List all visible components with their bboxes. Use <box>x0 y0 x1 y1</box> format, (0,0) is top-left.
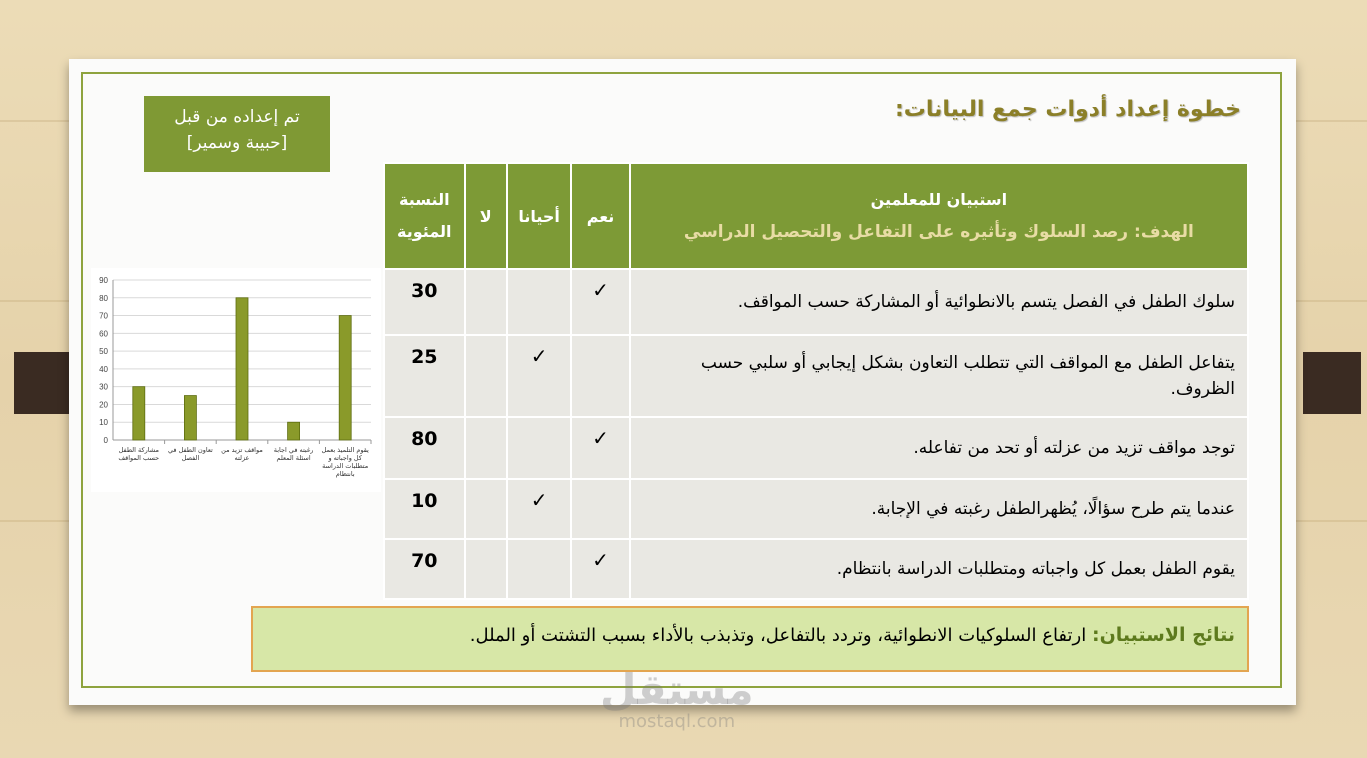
chart-y-tick-label: 30 <box>99 382 108 392</box>
row-percent: 25 <box>384 335 465 417</box>
row-yes-cell <box>571 479 629 539</box>
survey-table <box>383 162 1249 600</box>
author-badge-line2: [حبيبة وسمير] <box>186 133 288 153</box>
results-label: نتائج الاستبيان: <box>1091 624 1235 646</box>
mostaql-watermark <box>600 665 754 732</box>
chart-x-tick-label: بانتظام <box>335 470 355 478</box>
chart-bar <box>133 387 145 440</box>
chart-x-tick-label: مشاركة الطفل <box>118 446 159 454</box>
row-no-cell <box>465 539 507 599</box>
header-sometimes: أحيانا <box>507 163 571 269</box>
check-mark-icon: ✓ <box>592 426 609 450</box>
row-question: عندما يتم طرح سؤالًا، يُظهرالطفل رغبته في الإجابة. <box>630 479 1248 539</box>
left-strap <box>14 352 72 414</box>
table-row <box>384 269 1248 335</box>
chart-y-tick-label: 70 <box>99 311 108 321</box>
chart-bar <box>236 298 248 440</box>
row-question: يقوم الطفل بعمل كل واجباته ومتطلبات الدراسة بانتظام. <box>630 539 1248 599</box>
row-percent: 30 <box>384 269 465 335</box>
chart-y-tick-label: 80 <box>99 293 108 303</box>
row-percent: 80 <box>384 417 465 479</box>
row-no-cell <box>465 335 507 417</box>
chart-x-tick-label: كل واجباته و <box>328 454 362 462</box>
table-row <box>384 539 1248 599</box>
chart-x-tick-label: حسب المواقف <box>118 454 160 462</box>
right-strap <box>1303 352 1361 414</box>
row-percent: 10 <box>384 479 465 539</box>
header-yes: نعم <box>571 163 629 269</box>
chart-x-tick-label: مواقف تزيد من <box>221 446 263 454</box>
row-sometimes-cell <box>507 269 571 335</box>
slide-title: خطوة إعداد أدوات جمع البيانات: <box>894 97 1241 122</box>
author-badge-line1: تم إعداده من قبل <box>174 107 300 127</box>
table-row <box>384 417 1248 479</box>
row-sometimes-cell <box>507 417 571 479</box>
table-row <box>384 335 1248 417</box>
chart-bar <box>288 422 300 440</box>
survey-results <box>251 606 1249 672</box>
row-sometimes-cell <box>507 539 571 599</box>
chart-y-tick-label: 20 <box>99 400 108 410</box>
results-chart <box>91 268 381 492</box>
header-percent <box>384 163 465 269</box>
survey-goal-label: الهدف: <box>1134 222 1194 242</box>
chart-x-tick-label: يقوم التلميذ بعمل <box>321 446 369 454</box>
row-no-cell <box>465 417 507 479</box>
check-mark-icon: ✓ <box>592 278 609 302</box>
row-question: توجد مواقف تزيد من عزلته أو تحد من تفاعله. <box>630 417 1248 479</box>
row-question: سلوك الطفل في الفصل يتسم بالانطوائية أو المشاركة حسب المواقف. <box>630 269 1248 335</box>
chart-x-tick-label: عزلته <box>234 454 250 462</box>
row-no-cell <box>465 479 507 539</box>
chart-bar <box>184 396 196 440</box>
chart-y-tick-label: 90 <box>99 276 108 285</box>
survey-header-row <box>384 163 1248 269</box>
row-sometimes-cell <box>507 479 571 539</box>
row-yes-cell <box>571 269 629 335</box>
chart-y-tick-label: 0 <box>103 436 108 445</box>
row-yes-cell <box>571 335 629 417</box>
row-percent: 70 <box>384 539 465 599</box>
row-yes-cell <box>571 539 629 599</box>
chart-x-tick-label: تعاون الطفل في <box>167 446 213 454</box>
survey-goal-text: رصد السلوك وتأثيره على التفاعل والتحصيل الدراسي <box>683 222 1135 242</box>
row-no-cell <box>465 269 507 335</box>
row-yes-cell <box>571 417 629 479</box>
header-percent-line2: المئوية <box>397 222 452 241</box>
chart-x-tick-label: الفصل <box>181 454 200 462</box>
chart-y-tick-label: 10 <box>99 418 108 428</box>
chart-x-tick-label: رغبته في اجابة <box>273 446 314 454</box>
chart-x-tick-label: اسئلة المعلم <box>276 454 311 462</box>
row-question: يتفاعل الطفل مع المواقف التي تتطلب التعاون بشكل إيجابي أو سلبي حسب الظروف. <box>630 335 1248 417</box>
chart-x-tick-label: متطلبات الدراسة <box>322 462 369 470</box>
chart-y-tick-label: 60 <box>99 329 108 339</box>
check-mark-icon: ✓ <box>530 344 548 368</box>
chart-bar <box>339 316 351 440</box>
results-text: ارتفاع السلوكيات الانطوائية، وتردد بالتفاعل، وتذبذب بالأداء بسبب التشتت أو الملل. <box>469 625 1092 646</box>
survey-header-question <box>630 163 1248 269</box>
table-row <box>384 479 1248 539</box>
watermark-logo: مستقل <box>600 665 754 714</box>
check-mark-icon: ✓ <box>592 548 609 572</box>
check-mark-icon: ✓ <box>530 488 548 512</box>
bar-chart-svg <box>91 268 381 492</box>
chart-y-tick-label: 50 <box>99 347 108 357</box>
chart-y-tick-label: 40 <box>99 364 108 374</box>
survey-goal <box>631 216 1247 248</box>
survey-title: استبيان للمعلمين <box>870 190 1008 209</box>
watermark-url: mostaql.com <box>618 711 736 732</box>
row-sometimes-cell <box>507 335 571 417</box>
header-percent-line1: النسبة <box>399 190 450 209</box>
author-badge <box>144 96 330 172</box>
header-no: لا <box>465 163 507 269</box>
